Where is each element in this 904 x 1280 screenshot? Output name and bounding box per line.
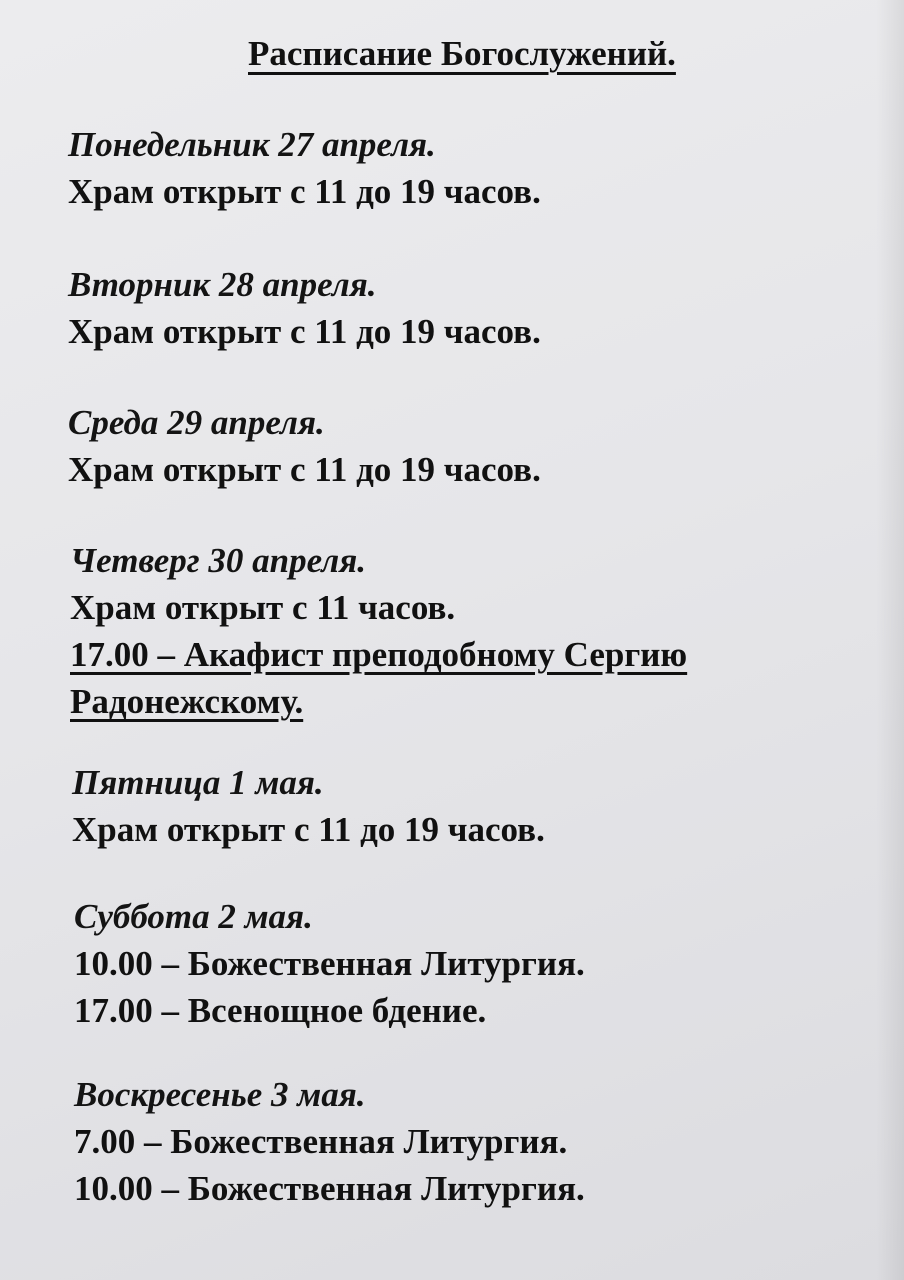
service-line: 17.00 – Всенощное бдение.: [74, 991, 487, 1030]
day-heading: Пятница 1 мая.: [72, 763, 324, 802]
service-line: Храм открыт с 11 до 19 часов.: [68, 312, 541, 351]
day-block-tuesday: [68, 262, 541, 355]
service-line-akathist: 17.00 – Акафист преподобному Сергию: [70, 635, 688, 674]
service-line: 10.00 – Божественная Литургия.: [74, 944, 585, 983]
service-line: Храм открыт с 11 до 19 часов.: [72, 810, 545, 849]
day-heading: Вторник 28 апреля.: [68, 265, 377, 304]
paper-shadow: [876, 0, 904, 1280]
service-line: 10.00 – Божественная Литургия.: [74, 1169, 585, 1208]
day-block-friday: [72, 760, 545, 853]
day-block-saturday: [74, 894, 585, 1034]
day-block-monday: [68, 122, 541, 215]
service-line: Храм открыт с 11 до 19 часов.: [68, 450, 541, 489]
service-line-akathist-cont: Радонежскому.: [70, 682, 304, 721]
day-block-sunday: [74, 1072, 585, 1212]
service-line: 7.00 – Божественная Литургия.: [74, 1122, 568, 1161]
service-line: Храм открыт с 11 до 19 часов.: [68, 172, 541, 211]
day-block-wednesday: [68, 400, 541, 493]
day-block-thursday: [70, 538, 687, 725]
schedule-title: Расписание Богослужений.: [248, 34, 676, 73]
day-heading: Воскресенье 3 мая.: [74, 1075, 366, 1114]
day-heading: Понедельник 27 апреля.: [68, 125, 436, 164]
service-line: Храм открыт с 11 часов.: [70, 588, 456, 627]
day-heading: Среда 29 апреля.: [68, 403, 325, 442]
day-heading: Суббота 2 мая.: [74, 897, 313, 936]
day-heading: Четверг 30 апреля.: [70, 541, 367, 580]
